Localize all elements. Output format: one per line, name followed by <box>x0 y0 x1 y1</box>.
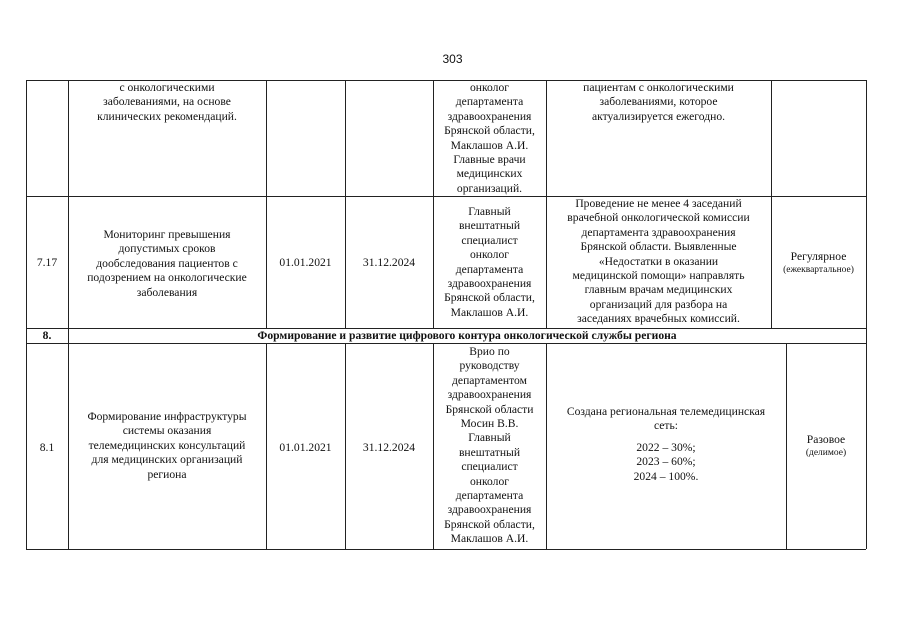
row-81-start-date: 01.01.2021 <box>279 441 332 454</box>
column-divider <box>345 80 346 328</box>
row-717-number: 7.17 <box>36 256 58 269</box>
row-717-start-date: 01.01.2021 <box>279 256 332 269</box>
column-divider <box>266 80 267 328</box>
row-717-measure: Мониторинг превышения допустимых сроков дообследования пациентов с подозрением на онкологические заболевания <box>87 228 247 299</box>
section-8-number: 8. <box>42 329 52 342</box>
row-717-responsible: Главный внештатный специалист онколог департамента здравоохранения Брянской области, Маклашов А.И. <box>444 205 535 319</box>
row-81-type: Разовое <box>806 433 846 446</box>
table-border-bottom <box>26 549 866 550</box>
column-divider <box>771 80 772 328</box>
row-continuation-result: пациентам с онкологическими заболеваниями, которое актуализируется ежегодно. <box>583 81 734 123</box>
row-717-end-date: 31.12.2024 <box>362 256 416 269</box>
table-border-left <box>26 80 27 549</box>
row-717-type-note: (ежеквартальное) <box>783 265 854 275</box>
page-number: 303 <box>442 52 463 66</box>
row-81-number: 8.1 <box>39 441 55 454</box>
table-border-right <box>866 80 867 549</box>
row-81-result-percentages: 2022 – 30%; 2023 – 60%; 2024 – 100%. <box>633 441 699 483</box>
row-81-responsible: Врио по руководству департаментом здравоохранения Брянской области Мосин В.В. Главный внештатный специалист онколог департамента здравоохранения Брянской области, Маклашов А.И. <box>444 345 535 546</box>
row-81-end-date: 31.12.2024 <box>362 441 416 454</box>
row-81-measure: Формирование инфраструктуры системы оказания телемедицинских консультаций для медицинских организаций региона <box>87 410 247 481</box>
row-continuation-responsible: онколог департамента здравоохранения Брянской области, Маклашов А.И. Главные врачи медицинских организаций. <box>444 81 535 195</box>
row-717-result: Проведение не менее 4 заседаний врачебной онкологической комиссии департамента здравоохранения Брянской области. Выявленные «Недостатки в оказании медицинской помощи» направлять главным врачам медицинских организаций для разбора на заседаниях врачебных комиссий. <box>567 197 750 326</box>
row-81-result-title: Создана региональная телемедицинская сеть: <box>566 405 766 433</box>
row-81-type-note: (делимое) <box>805 448 847 458</box>
row-717-type: Регулярное <box>790 250 847 263</box>
row-continuation-measure: с онкологическими заболеваниями, на основе клинических рекомендаций. <box>97 81 237 123</box>
section-8-title: Формирование и развитие цифрового контура онкологической службы региона <box>257 329 677 342</box>
